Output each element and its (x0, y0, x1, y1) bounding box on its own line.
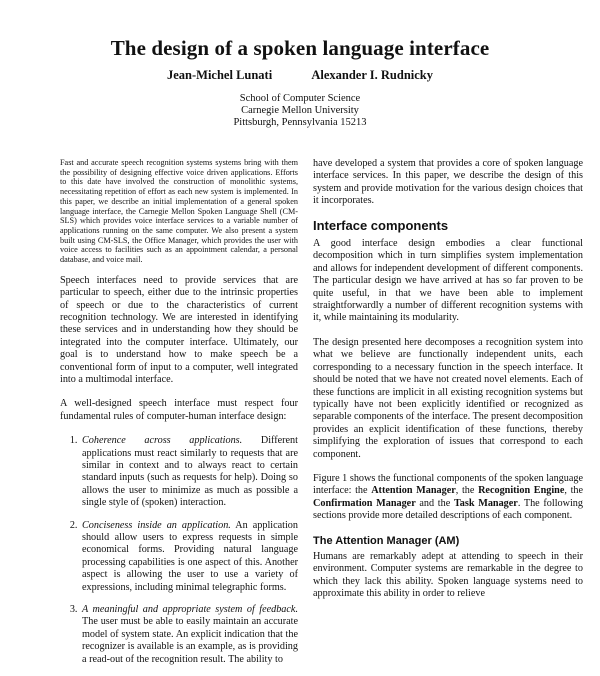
list-item-heading: Conciseness inside an application. (82, 519, 231, 531)
author-list (0, 68, 600, 83)
paragraph: The design presented here decomposes a recognition system into what we believe are functionally independent units, each corresponding to a necessary function in the speech interface. It should be noted that we have not created novel elements. Each of these functions are implicit in all existing recognition systems but typically have not been explicitly identified or recognized as separable components of the interface. The present decomposition provides an explicit identification of these functions, thereby simplifying the exploration of issues that correspond to each component. (313, 336, 583, 460)
list-item-body: An application should allow users to express requests in simple economical forms. Providing natural language processing capabilities is one aspect of this. Another aspect is allowing the user to use a variety of expressions, including minimal telegraphic forms. (82, 519, 298, 593)
text-run: . The following sections provide more detailed descriptions of each component. (313, 497, 583, 522)
list-item (80, 520, 298, 594)
text-run: Task Manager (453, 497, 518, 509)
design-rules-list (60, 435, 298, 666)
list-item (80, 604, 298, 666)
list-item-body: Different applications must react similarly to requests that are similar in context and to always react to certain standard inputs (such as requests for help). Doing so allows the user to minimize as much as possible a single style of (spoken) interaction. (82, 435, 298, 509)
left-column (60, 158, 298, 676)
right-column (313, 158, 583, 613)
affiliation-line: Carnegie Mellon University (241, 105, 359, 117)
abstract: Fast and accurate speech recognition systems systems bring with them the possibility of designing effective voice driven applications. Efforts to this date have involved the construction of monolithic systems, necessitating repetition of effort as each new system is implemented. In this paper, we describe an initial implementation of a general spoken language interface, the Carnegie Mellon Spoken Language Shell (CM-SLS) which provides voice interface services to a variable number of applications running on the same computer. We also present a system built using CM-SLS, the Office Manager, which provides the user with voice access to facilities such as an appointment calendar, a personal database, and voice mail. (60, 158, 298, 265)
paragraph (313, 473, 583, 523)
paragraph: have developed a system that provides a core of spoken language interface services. In this paper, we describe the design of this system and provide motivation for the various design choices that it incorporates. (313, 158, 583, 207)
text-run: , the (564, 485, 584, 497)
text-run: and the (415, 497, 454, 509)
affiliation-line: Pittsburgh, Pennsylvania 15213 (233, 117, 367, 129)
paragraph: A well-designed speech interface must respect four fundamental rules of computer-human interface design: (60, 398, 298, 422)
affiliation-line: School of Computer Science (239, 93, 361, 104)
subsection-heading: The Attention Manager (AM) (313, 534, 460, 547)
paragraph: Speech interfaces need to provide services that are particular to speech, either due to the intrinsic properties of speech or due to the characteristics of current recognition technology. We are interested in identifying these services and in understanding how they should be integrated into the computer interface. Ultimately, our goal is to understand how to make speech be a conventional form of input to a computer, well integrated into a multimodal interface. (60, 274, 298, 385)
author-name: Jean-Michel Lunati (166, 68, 273, 82)
text-run: Confirmation Manager (313, 497, 416, 509)
affiliation (0, 93, 600, 130)
paragraph: A good interface design embodies a clear functional decomposition which in turn simplifies system implementation and allows for independent development of different components. The particular design we have arrived at has so far proven to be quite useful, in that we have been able to implement straightforwardly a number of different recognition systems with it, while maintaining its modularity. (313, 238, 583, 324)
list-item-heading: Coherence across applications. (82, 435, 243, 447)
section-heading: Interface components (313, 217, 449, 233)
text-run: , the (455, 485, 479, 497)
list-item-heading: A meaningful and appropriate system of feedback. (82, 604, 298, 616)
text-run: Recognition Engine (478, 485, 565, 497)
author-name: Alexander I. Rudnicky (311, 68, 433, 82)
paragraph: Humans are remarkably adept at attending to speech in their environment. Computer systems are remarkable in the degree to which they lack this ability. Spoken language systems need to approximate this ability in order to relieve (313, 550, 583, 600)
text-run: Figure 1 shows the functional components of the spoken language interface: the (313, 472, 583, 497)
paper-title: The design of a spoken language interface (110, 36, 490, 60)
text-run: Attention Manager (371, 485, 456, 497)
list-item-body: The user must be able to easily maintain an accurate model of system state. An explicit indication that the recognizer is available is an example, as is providing a read-out of the recognition result. The ability to (82, 616, 298, 665)
list-item (80, 435, 298, 509)
